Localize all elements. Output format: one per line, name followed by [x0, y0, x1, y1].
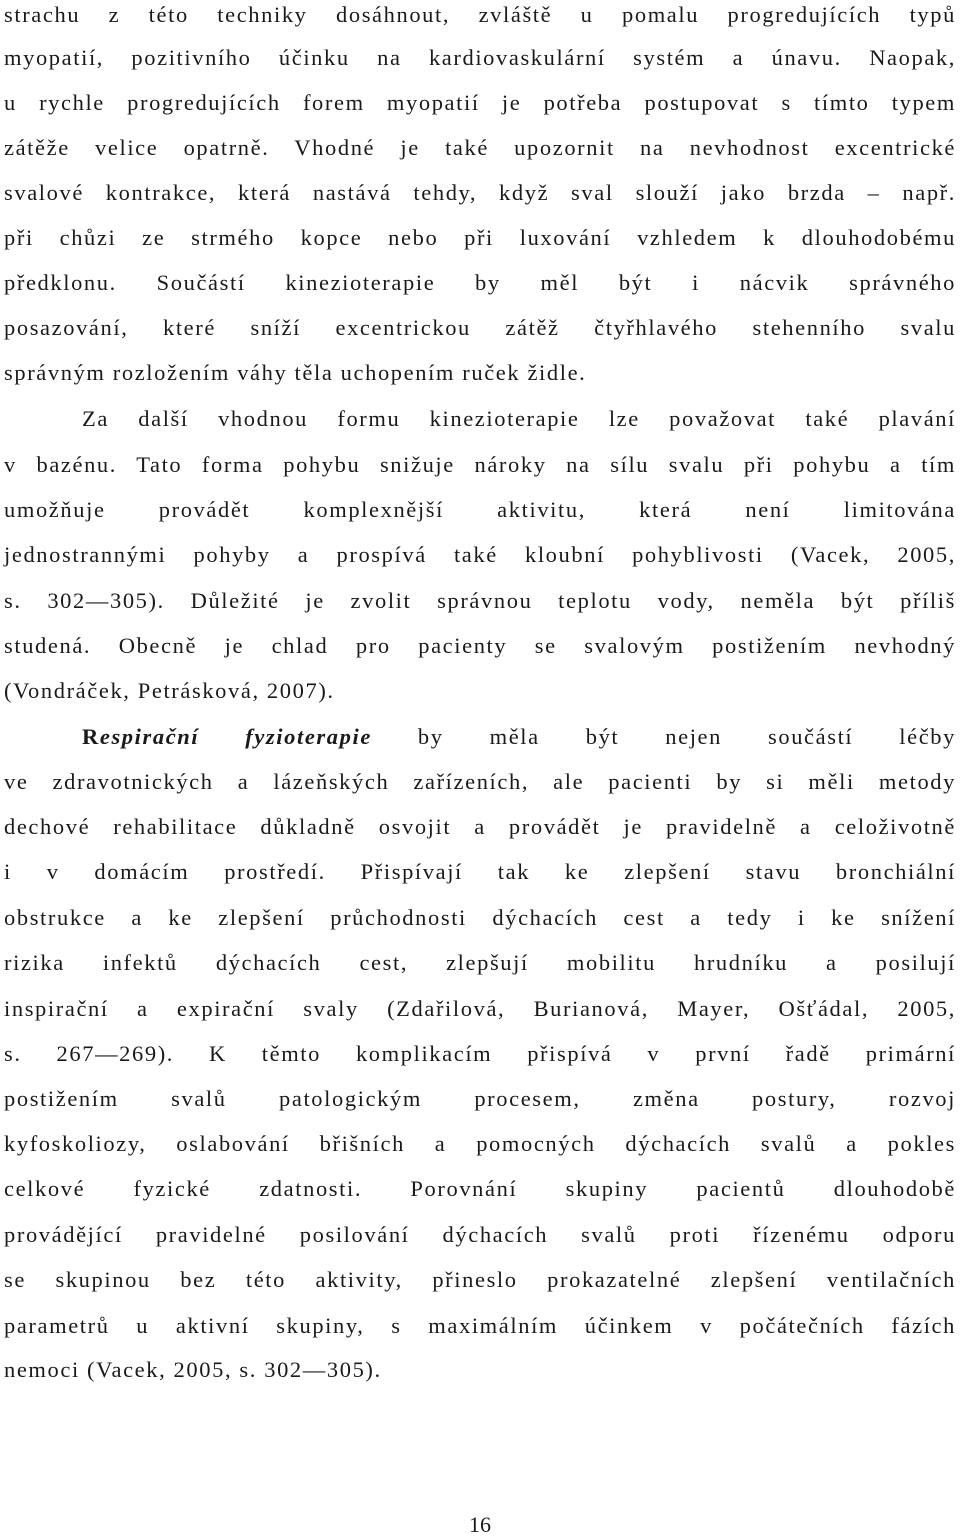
text-run: myopatií, pozitivního účinku na kardiovaskulární systém a únavu. Naopak, — [4, 45, 956, 70]
text-line — [4, 88, 956, 118]
text-run: s. 267―269). K těmto komplikacím přispívá v první řadě primární — [4, 1041, 956, 1066]
text-line — [4, 1084, 956, 1114]
text-line — [4, 43, 956, 73]
text-line — [82, 722, 956, 752]
text-run: nemoci (Vacek, 2005, s. 302―305). — [4, 1357, 382, 1382]
text-run: studená. Obecně je chlad pro pacienty se svalovým postižením nevhodný — [4, 633, 956, 658]
text-run: strachu z této techniky dosáhnout, zvláště u pomalu progredujících typů — [4, 2, 956, 27]
text-run: provádějící pravidelné posilování dýchacích svalů proti řízenému odporu — [4, 1222, 956, 1247]
text-run: jednostrannými pohyby a prospívá také kloubní pohyblivosti (Vacek, 2005, — [4, 542, 956, 567]
text-run: dechové rehabilitace důkladně osvojit a provádět je pravidelně a celoživotně — [4, 814, 956, 839]
text-run: obstrukce a ke zlepšení průchodnosti dýchacích cest a tedy i ke snížení — [4, 905, 956, 930]
text-run: ve zdravotnických a lázeňských zařízeních, ale pacienti by si měli metody — [4, 769, 956, 794]
text-line — [4, 178, 956, 208]
text-line — [4, 1355, 960, 1385]
text-run: svalové kontrakce, která nastává tehdy, když sval slouží jako brzda – např. — [4, 180, 956, 205]
text-line — [4, 1129, 956, 1159]
text-line — [4, 812, 956, 842]
text-line — [4, 540, 956, 570]
text-line — [4, 268, 956, 298]
text-line — [4, 903, 956, 933]
text-line — [4, 1265, 956, 1295]
text-run: předklonu. Součástí kinezioterapie by měl být i nácvik správného — [4, 270, 956, 295]
text-run: v bazénu. Tato forma pohybu snižuje nároky na sílu svalu při pohybu a tím — [4, 452, 956, 477]
text-run: kyfoskoliozy, oslabování břišních a pomocných dýchacích svalů a pokles — [4, 1131, 956, 1156]
text-run: rizika infektů dýchacích cest, zlepšují mobilitu hrudníku a posilují — [4, 950, 956, 975]
text-line — [4, 1039, 956, 1069]
text-run: Za další vhodnou formu kinezioterapie lze považovat také plavání — [82, 406, 956, 431]
text-line — [4, 631, 956, 661]
text-line — [4, 358, 960, 388]
text-line — [4, 223, 956, 253]
text-run: umožňuje provádět komplexnější aktivitu, která není limitována — [4, 497, 956, 522]
text-line — [4, 1174, 956, 1204]
text-line — [4, 676, 960, 706]
text-run: s. 302―305). Důležité je zvolit správnou teplotu vody, neměla být příliš — [4, 588, 956, 613]
text-line — [4, 1220, 956, 1250]
text-run: zátěže velice opatrně. Vhodné je také upozornit na nevhodnost excentrické — [4, 135, 956, 160]
text-line — [4, 994, 956, 1024]
emphasized-text: espirační fyzioterapie — [99, 724, 372, 749]
text-run: celkové fyzické zdatnosti. Porovnání skupiny pacientů dlouhodobě — [4, 1176, 956, 1201]
text-run: by měla být nejen součástí léčby — [371, 724, 956, 749]
text-line — [4, 0, 956, 30]
text-line — [4, 495, 956, 525]
text-line — [4, 133, 956, 163]
text-run: posazování, které sníží excentrickou zátěž čtyřhlavého stehenního svalu — [4, 315, 956, 340]
text-run: i v domácím prostředí. Přispívají tak ke zlepšení stavu bronchiální — [4, 859, 956, 884]
text-line — [4, 450, 956, 480]
text-line — [4, 586, 956, 616]
page-number: 16 — [469, 1512, 491, 1537]
emphasized-text: R — [82, 724, 100, 749]
text-run: správným rozložením váhy těla uchopením ruček židle. — [4, 360, 587, 385]
text-line — [4, 948, 956, 978]
text-run: při chůzi ze strmého kopce nebo při luxování vzhledem k dlouhodobému — [4, 225, 956, 250]
text-run: (Vondráček, Petrásková, 2007). — [4, 678, 335, 703]
text-run: inspirační a expirační svaly (Zdařilová, Burianová, Mayer, Ošťádal, 2005, — [4, 996, 956, 1021]
text-line — [4, 857, 956, 887]
text-line — [82, 404, 956, 434]
text-run: se skupinou bez této aktivity, přineslo prokazatelné zlepšení ventilačních — [4, 1267, 956, 1292]
text-line — [4, 767, 956, 797]
text-line — [4, 1311, 956, 1341]
text-line — [4, 313, 956, 343]
text-run: parametrů u aktivní skupiny, s maximálním účinkem v počátečních fázích — [4, 1313, 956, 1338]
text-run: postižením svalů patologickým procesem, změna postury, rozvoj — [4, 1086, 956, 1111]
text-run: u rychle progredujících forem myopatií je potřeba postupovat s tímto typem — [4, 90, 956, 115]
